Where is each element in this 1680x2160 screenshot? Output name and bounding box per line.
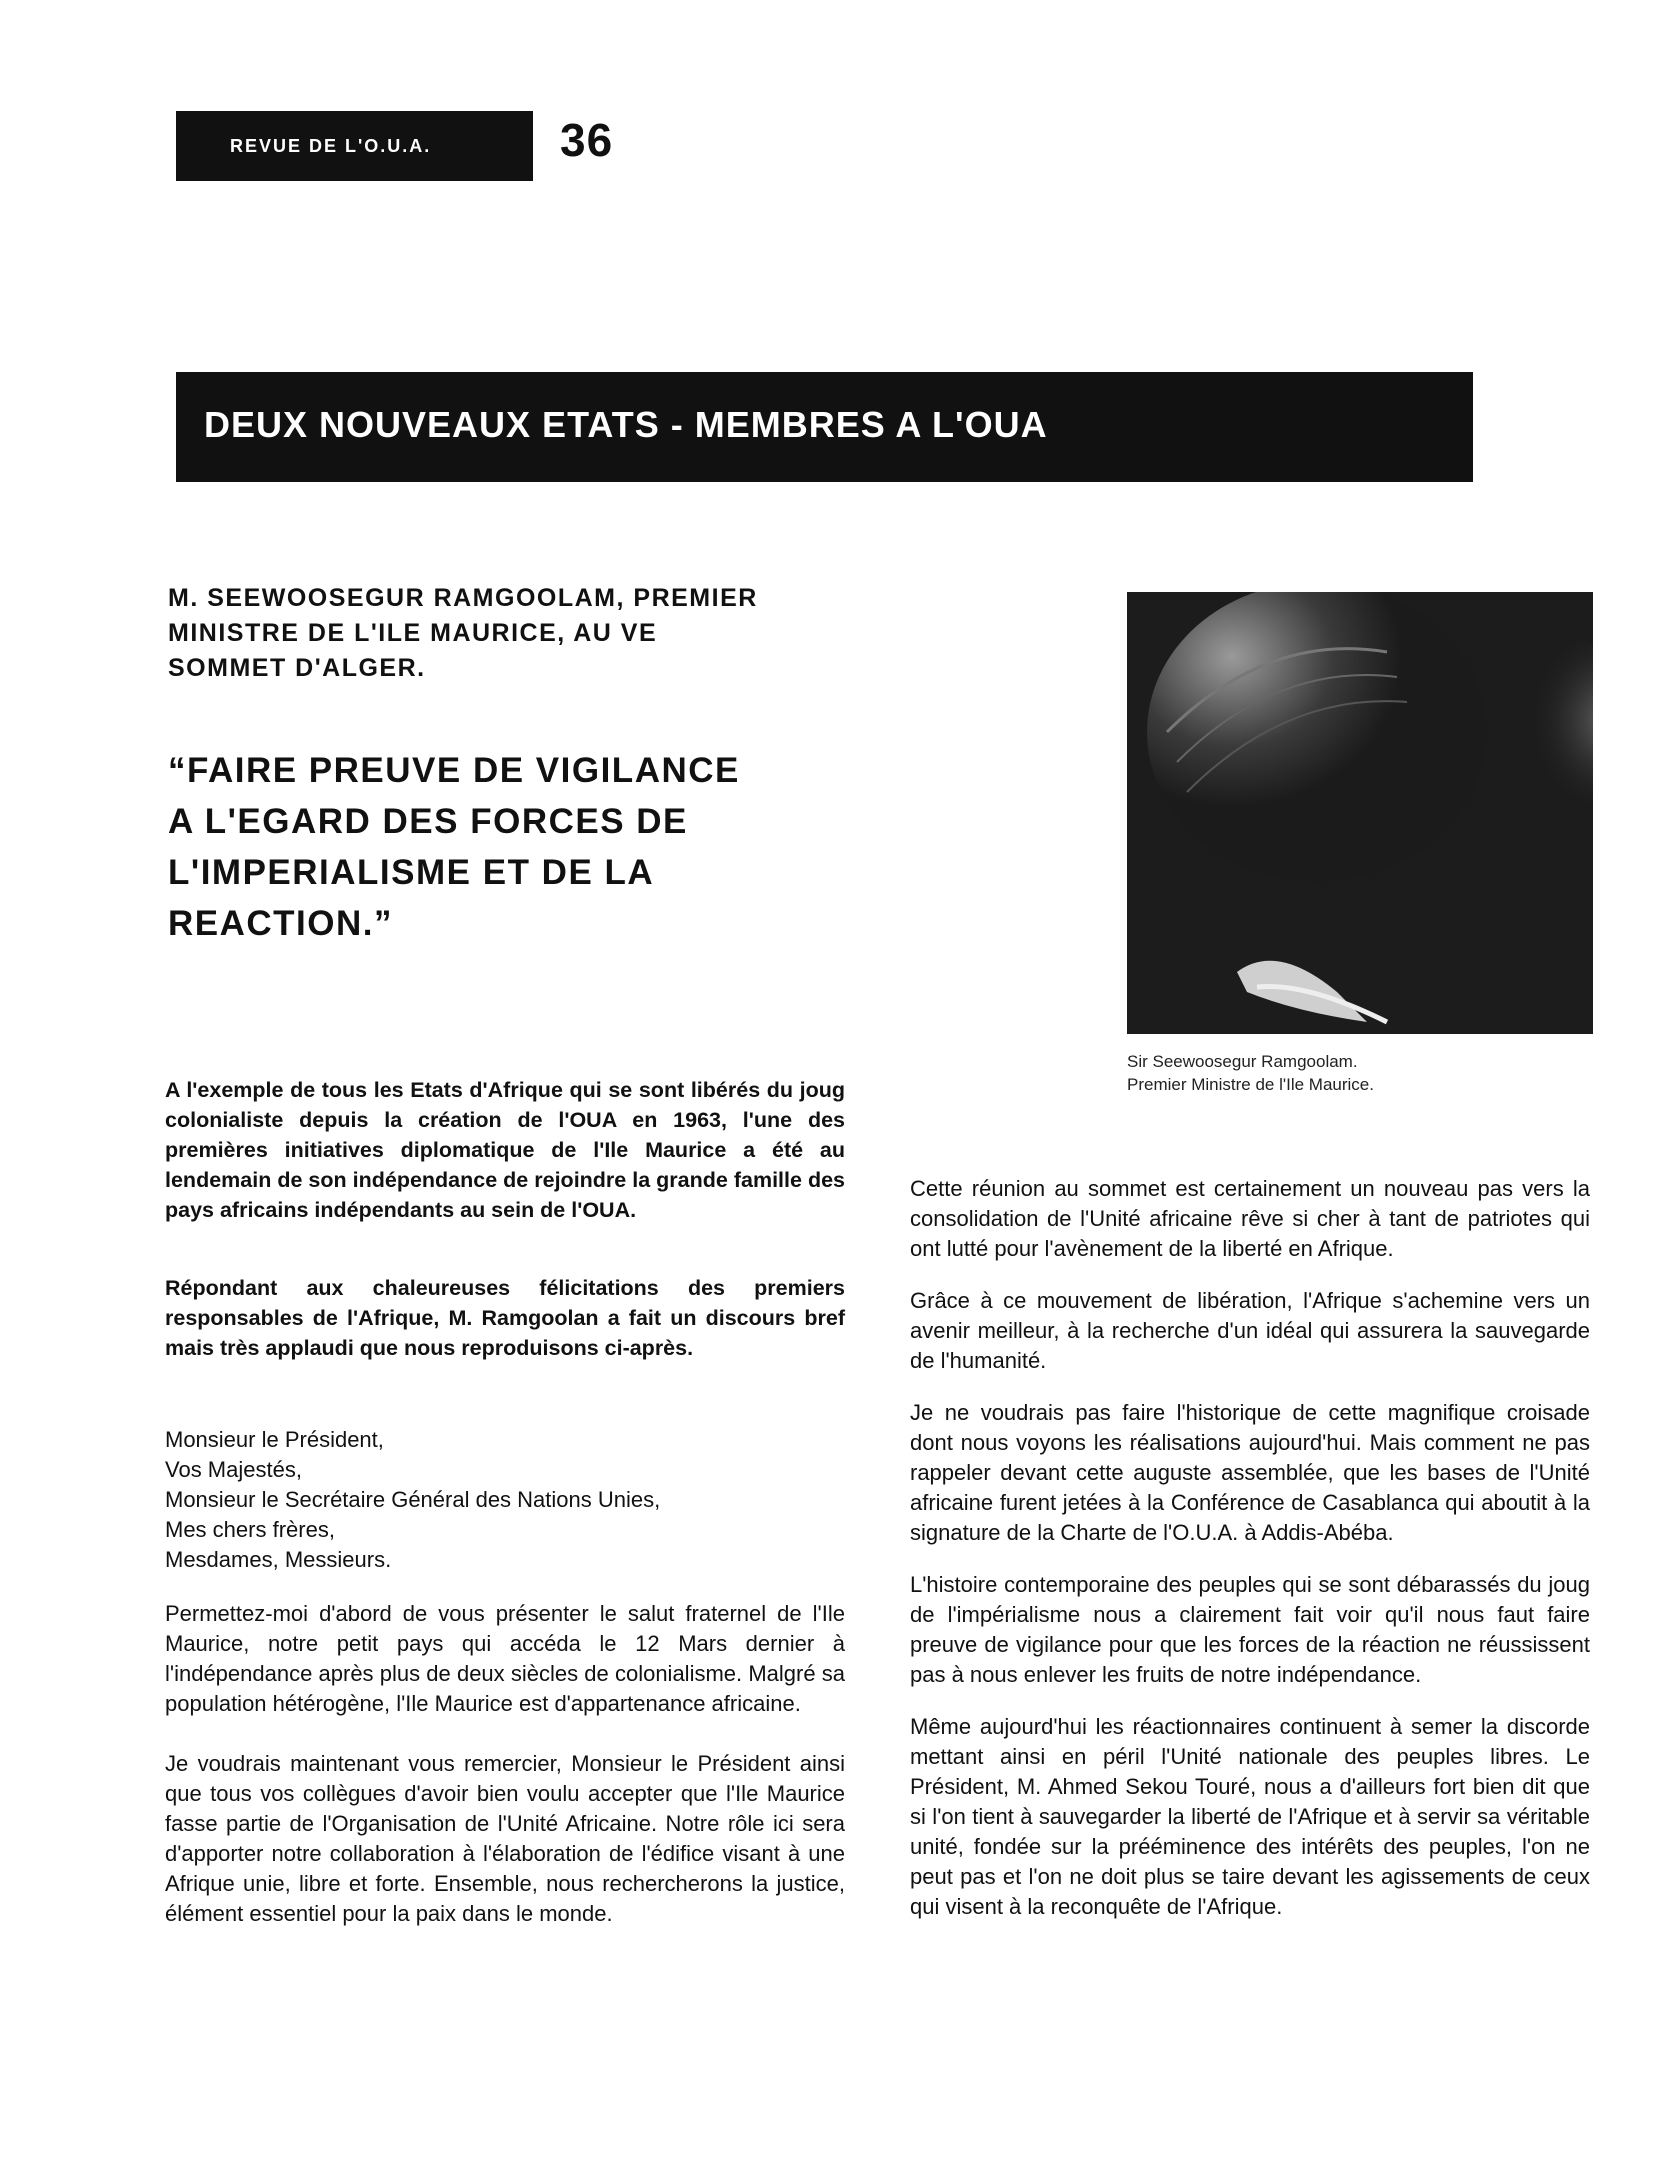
- salutation-line: Vos Majestés,: [165, 1457, 302, 1482]
- body-paragraph: Même aujourd'hui les réactionnaires continuent à semer la discorde mettant ainsi en péril l'Unité nationale des peuples libres. Le Président, M. Ahmed Sekou Touré, nous a d'ailleurs fort bien dit que si l'on tient à sauvegarder la liberté de l'Afrique et à servir sa véritable unité, fondée sur la prééminence des intérêts des peuples, l'on ne peut pas et l'on ne doit plus se taire devant les agissements de ceux qui visent à la reconquête de l'Afrique.: [910, 1714, 1590, 1919]
- body-paragraph: Grâce à ce mouvement de libération, l'Afrique s'achemine vers un avenir meilleur, à la recherche d'un idéal qui assurera la sauvegarde de l'humanité.: [910, 1288, 1590, 1373]
- salutation-line: Monsieur le Président,: [165, 1427, 384, 1452]
- photo-caption: [1127, 1050, 1607, 1096]
- salutation-line: Mes chers frères,: [165, 1517, 335, 1542]
- salutation-line: Mesdames, Messieurs.: [165, 1547, 392, 1572]
- salutation-line: Monsieur le Secrétaire Général des Nations Unies,: [165, 1487, 661, 1512]
- quote-heading-line: “FAIRE PREUVE DE VIGILANCE: [168, 751, 740, 790]
- article-title-band: [176, 372, 1473, 482]
- byline-line: SOMMET D'ALGER.: [168, 654, 426, 682]
- salutation: [165, 1425, 845, 1575]
- right-column: [910, 1174, 1590, 1922]
- body-paragraph: Je ne voudrais pas faire l'historique de cette magnifique croisade dont nous voyons les réalisations aujourd'hui. Mais comment ne pas rappeler devant cette auguste assemblée, que les bases de l'Unité africaine furent jetées à la Conférence de Casablanca qui aboutit à la signature de la Charte de l'O.U.A. à Addis-Abéba.: [910, 1400, 1590, 1545]
- body-paragraph: Je voudrais maintenant vous remercier, Monsieur le Président ainsi que tous vos collègues d'avoir bien voulu accepter que l'Ile Maurice fasse partie de l'Organisation de l'Unité Africaine. Notre rôle ici sera d'apporter notre collaboration à l'élaboration de l'édifice visant à une Afrique unie, libre et forte. Ensemble, nous rechercherons la justice, élément essentiel pour la paix dans le monde.: [165, 1751, 845, 1926]
- body-paragraph: Permettez-moi d'abord de vous présenter le salut fraternel de l'Ile Maurice, notre petit pays qui accéda le 12 Mars dernier à l'indépendance après plus de deux siècles de colonialisme. Malgré sa population hétérogène, l'Ile Maurice est d'appartenance africaine.: [165, 1601, 845, 1716]
- quote-heading: [168, 745, 888, 949]
- byline-line: M. SEEWOOSEGUR RAMGOOLAM, PREMIER: [168, 584, 758, 612]
- intro-paragraph: Répondant aux chaleureuses félicitations des premiers responsables de l'Afrique, M. Ramgoolan a fait un discours bref mais très applaudi que nous reproduisons ci-après.: [165, 1276, 845, 1360]
- quote-heading-line: L'IMPERIALISME ET DE LA: [168, 853, 655, 892]
- intro-paragraph: A l'exemple de tous les Etats d'Afrique qui se sont libérés du joug colonialiste depuis la création de l'OUA en 1963, l'une des premières initiatives diplomatique de l'Ile Maurice a été au lendemain de son indépendance de rejoindre la grande famille des pays africains indépendants au sein de l'OUA.: [165, 1078, 845, 1222]
- publication-name: REVUE DE L'O.U.A.: [230, 136, 432, 156]
- quote-heading-line: REACTION.”: [168, 904, 393, 943]
- byline: [168, 581, 868, 686]
- left-column: [165, 1075, 845, 1929]
- portrait-image: [1127, 592, 1593, 1034]
- body-paragraph: L'histoire contemporaine des peuples qui se sont débarassés du joug de l'impérialisme nous a clairement fait voir qu'il nous faut faire preuve de vigilance pour que les forces de la réaction ne réussissent pas à nous enlever les fruits de notre indépendance.: [910, 1572, 1590, 1687]
- portrait-photo: [1127, 592, 1593, 1034]
- byline-line: MINISTRE DE L'ILE MAURICE, AU VE: [168, 619, 658, 647]
- article-title: DEUX NOUVEAUX ETATS - MEMBRES A L'OUA: [204, 404, 1048, 445]
- header-bar: [176, 111, 533, 181]
- caption-line: Premier Ministre de l'Ile Maurice.: [1127, 1075, 1374, 1094]
- body-paragraph: Cette réunion au sommet est certainement un nouveau pas vers la consolidation de l'Unité africaine rêve si cher à tant de patriotes qui ont lutté pour l'avènement de la liberté en Afrique.: [910, 1176, 1590, 1261]
- caption-line: Sir Seewoosegur Ramgoolam.: [1127, 1052, 1358, 1071]
- quote-heading-line: A L'EGARD DES FORCES DE: [168, 802, 688, 841]
- page-number: 36: [560, 114, 614, 166]
